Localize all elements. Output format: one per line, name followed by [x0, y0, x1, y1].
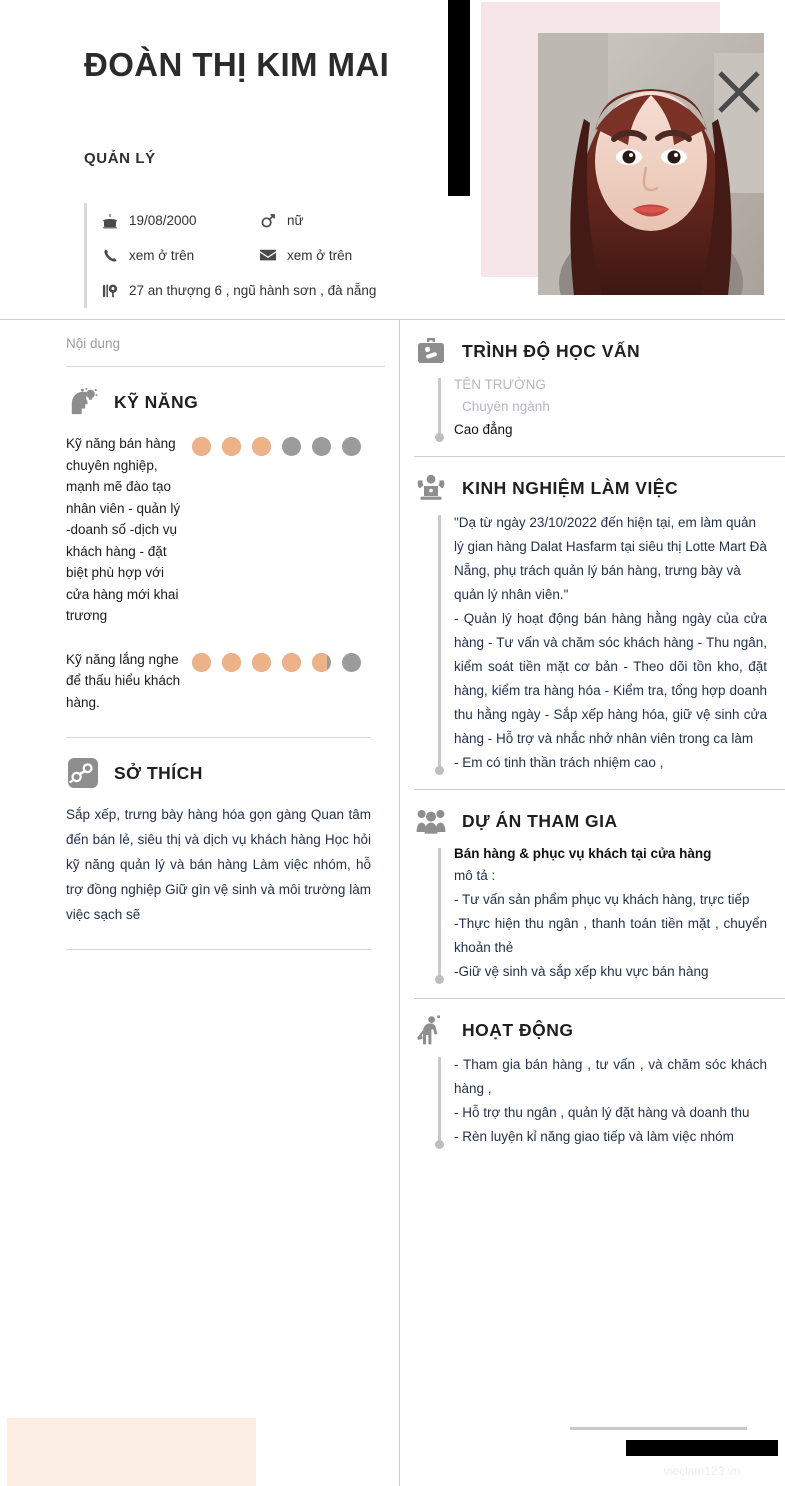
- timeline-endpoint: [435, 766, 444, 775]
- job-title: QUẢN LÝ: [84, 150, 156, 167]
- experience-section-header: [414, 471, 769, 505]
- map-pin-icon: [99, 282, 121, 300]
- phone-icon: [99, 247, 121, 265]
- cv-header: [0, 0, 785, 320]
- contact-row-phone-email: [99, 238, 444, 273]
- content-placeholder-text: Nội dung: [66, 335, 121, 351]
- right-column: [400, 320, 785, 1486]
- hobbies-text: Sắp xếp, trưng bày hàng hóa gọn gàng Quan tâm đến bán lẻ, siêu thị và dịch vụ khách hàng Học hỏi kỹ năng quản lý và bán hàng Làm việc nhóm, hỗ trợ đồng nghiệp Giữ gìn vệ sinh và môi trường làm việc sạch sẽ: [66, 807, 371, 922]
- phone-text: xem ở trên: [129, 248, 195, 263]
- rating-dot[interactable]: [222, 437, 241, 456]
- profile-photo: [538, 33, 764, 295]
- major-placeholder[interactable]: Chuyên ngành: [462, 399, 550, 414]
- timeline-rail: [424, 1053, 454, 1149]
- gender-text: nữ: [287, 213, 304, 228]
- person-laptop-icon: [414, 471, 448, 505]
- education-section: [414, 320, 785, 457]
- envelope-icon: [257, 247, 279, 265]
- rating-dot[interactable]: [222, 653, 241, 672]
- head-lightbulb-icon: [66, 385, 100, 419]
- timeline-rail: [424, 374, 454, 442]
- skill-name: Kỹ năng bán hàng chuyên nghiệp, mạnh mẽ đào tạo nhân viên - quản lý -doanh số -dịch vụ khách hàng - đặt biệt phù hợp với cửa hàng mới khai trương: [66, 436, 181, 623]
- address-text: 27 an thượng 6 , ngũ hành sơn , đà nẵng: [129, 283, 377, 298]
- rating-dot[interactable]: [342, 437, 361, 456]
- rating-dot[interactable]: [312, 437, 331, 456]
- skills-section-header: [66, 367, 371, 425]
- briefcase-icon: [414, 334, 448, 368]
- cv-body: [0, 320, 785, 1486]
- project-line: -Thực hiện thu ngân , thanh toán tiền mặt , chuyển khoản thẻ: [454, 916, 767, 955]
- rating-dot[interactable]: [192, 437, 211, 456]
- project-description-label: mô tả :: [454, 868, 496, 883]
- degree-text: Cao đẳng: [454, 422, 513, 437]
- experience-quote: "Dạ từ ngày 23/10/2022 đến hiện tại, em làm quản lý gian hàng Dalat Hasfarm tại siêu thị Lotte Mart Đà Nẵng, phụ trách quản lý bán hàng, trưng bày và quản lý nhân viên.": [454, 515, 767, 602]
- experience-timeline: [414, 511, 769, 775]
- experience-duties: - Quản lý hoạt động bán hàng hằng ngày của cửa hàng - Tư vấn và chăm sóc khách hàng - Thu ngân, kiểm soát tiền mặt cơ bản - Theo dõi tồn kho, đặt hàng, kiểm tra hàng hóa - Kiểm tra, tổng hợp doanh thu hằng ngày - Sắp xếp hàng hóa, giữ vệ sinh cửa hàng - Hỗ trợ và nhắc nhở nhân viên trong ca làm: [454, 611, 767, 746]
- skill-name: Kỹ năng lắng nghe để thấu hiểu khách hàng.: [66, 651, 181, 710]
- timeline-line: [438, 1057, 441, 1141]
- rating-dot[interactable]: [342, 653, 361, 672]
- education-section-title: TRÌNH ĐỘ HỌC VẤN: [462, 340, 641, 361]
- steam-icon: [66, 756, 100, 790]
- school-name-placeholder[interactable]: TÊN TRƯỜNG: [454, 377, 546, 392]
- experience-entry: [454, 511, 769, 775]
- contact-row-address: [99, 273, 444, 308]
- project-line: -Giữ vệ sinh và sắp xếp khu vực bán hàng: [454, 964, 709, 979]
- skill-rating-dots[interactable]: [192, 649, 361, 672]
- timeline-line: [438, 378, 441, 434]
- skills-section: [0, 367, 399, 738]
- education-section-header: [414, 334, 769, 368]
- timeline-endpoint: [435, 433, 444, 442]
- watermark-text: vieclam123.vn: [663, 1464, 741, 1478]
- timeline-rail: [424, 844, 454, 984]
- rating-dot[interactable]: [282, 437, 301, 456]
- rating-dot[interactable]: [312, 653, 331, 672]
- page-title: ĐOÀN THỊ KIM MAI: [84, 46, 390, 83]
- activities-section: [414, 999, 785, 1163]
- skill-item: [66, 425, 371, 627]
- hobbies-section: [0, 738, 399, 950]
- projects-timeline: [414, 844, 769, 984]
- rating-dot[interactable]: [252, 437, 271, 456]
- projects-section: [414, 790, 785, 999]
- skill-rating-dots[interactable]: [192, 433, 361, 456]
- projects-section-header: [414, 804, 769, 838]
- timeline-line: [438, 515, 441, 767]
- hobbies-section-header: [66, 738, 371, 796]
- timeline-endpoint: [435, 1140, 444, 1149]
- content-placeholder-field[interactable]: [66, 320, 385, 367]
- gender-icon: [257, 212, 279, 230]
- black-accent-bar: [448, 0, 470, 196]
- timeline-rail: [424, 511, 454, 775]
- project-line: - Tư vấn sản phẩm phục vụ khách hàng, trực tiếp: [454, 892, 750, 907]
- activity-line: - Tham gia bán hàng , tư vấn , và chăm sóc khách hàng ,: [454, 1057, 767, 1096]
- rating-dot[interactable]: [282, 653, 301, 672]
- people-group-icon: [414, 804, 448, 838]
- project-name: Bán hàng & phục vụ khách tại cửa hàng: [454, 846, 712, 861]
- skill-item: [66, 627, 371, 738]
- skills-section-title: KỸ NĂNG: [114, 391, 199, 412]
- education-timeline: [414, 374, 769, 442]
- footer-rule: [570, 1427, 747, 1430]
- rating-dot[interactable]: [192, 653, 211, 672]
- projects-section-title: DỰ ÁN THAM GIA: [462, 810, 618, 831]
- cake-icon: [99, 212, 121, 230]
- activities-section-title: HOẠT ĐỘNG: [462, 1019, 574, 1040]
- experience-section-title: KINH NGHIỆM LÀM VIỆC: [462, 477, 679, 498]
- rating-dot[interactable]: [252, 653, 271, 672]
- activity-line: - Hỗ trợ thu ngân , quản lý đặt hàng và doanh thu: [454, 1105, 750, 1120]
- education-entry: [454, 374, 769, 442]
- project-entry: [454, 844, 769, 984]
- activities-section-header: [414, 1013, 769, 1047]
- hobbies-section-title: SỞ THÍCH: [114, 762, 203, 783]
- activities-timeline: [414, 1053, 769, 1149]
- experience-closing: - Em có tinh thần trách nhiệm cao ,: [454, 755, 664, 770]
- activities-entry: [454, 1053, 769, 1149]
- footer-black-bar: [626, 1440, 778, 1456]
- contact-row-birthday-gender: [99, 203, 444, 238]
- contact-block: [84, 203, 444, 308]
- experience-section: [414, 457, 785, 790]
- left-column: [0, 320, 400, 1486]
- birthday-text: 19/08/2000: [129, 213, 197, 228]
- timeline-endpoint: [435, 975, 444, 984]
- activity-line: - Rèn luyện kỉ năng giao tiếp và làm việc nhóm: [454, 1129, 734, 1144]
- peach-decor-block: [7, 1418, 256, 1486]
- timeline-line: [438, 848, 441, 976]
- worker-icon: [414, 1013, 448, 1047]
- email-text: xem ở trên: [287, 248, 353, 263]
